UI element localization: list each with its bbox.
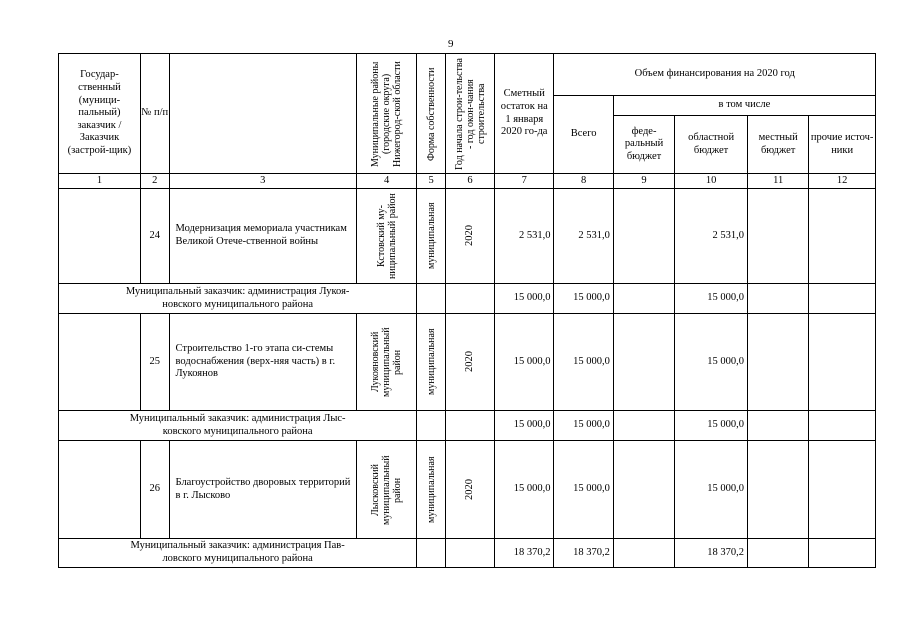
header-ownership: Форма собственности [417,54,446,174]
customer-label: Муниципальный заказчик: администрация Лукоя- новского муниципального района [59,284,417,314]
object-name: Строительство 1-го этапа си-стемы водоснабжения (верх-няя часть) в г. Лукоянов [169,314,356,411]
header-customer: Государ-ственный (муници-пальный) заказчик / Заказчик (застрой-щик) [59,54,141,174]
header-object-name [169,54,356,174]
ownership-cell: муниципальная [417,441,446,539]
row-number: 24 [140,189,169,284]
regional-cell: 18 370,2 [675,539,748,568]
project-row [59,441,876,539]
column-number: 6 [445,174,494,189]
customer-cell [59,189,141,284]
total-cell: 18 370,2 [554,539,613,568]
customer-cell [59,314,141,411]
column-number: 8 [554,174,613,189]
column-number: 10 [675,174,748,189]
federal-cell [613,314,674,411]
customer-label: Муниципальный заказчик: администрация Лыс- ковского муниципального района [59,411,417,441]
header-including: в том числе [613,96,875,116]
column-number: 9 [613,174,674,189]
total-cell: 2 531,0 [554,189,613,284]
header-regional: областной бюджет [675,116,748,174]
regional-cell: 15 000,0 [675,411,748,441]
year-cell: 2020 [445,189,494,284]
customer-label: Муниципальный заказчик: администрация Пав- ловского муниципального района [59,539,417,568]
estimate-cell: 15 000,0 [495,441,554,539]
ownership-cell: муниципальная [417,314,446,411]
column-number: 12 [809,174,876,189]
header-district: Муниципальные районы (городские округа) Нижегород-ской области [356,54,416,174]
federal-cell [613,441,674,539]
other-cell [809,314,876,411]
district-cell: Лысковский муниципальный район [356,441,416,539]
column-number: 5 [417,174,446,189]
project-row [59,189,876,284]
header-total: Всего [554,96,613,174]
ownership-cell: муниципальная [417,189,446,284]
estimate-cell: 15 000,0 [495,314,554,411]
customer-row [59,284,876,314]
total-cell: 15 000,0 [554,314,613,411]
object-name: Благоустройство дворовых территорий в г. Лысково [169,441,356,539]
local-cell [747,441,808,539]
header-estimate: Сметный остаток на 1 января 2020 го-да [495,54,554,174]
total-cell: 15 000,0 [554,441,613,539]
column-numbers-row [59,174,876,189]
regional-cell: 2 531,0 [675,189,748,284]
header-years: Год начала строи-тельства - год окон-чания строительства [445,54,494,174]
other-cell [809,441,876,539]
column-number: 4 [356,174,416,189]
header-funding: Объем финансирования на 2020 год [554,54,876,96]
column-number: 3 [169,174,356,189]
year-cell: 2020 [445,441,494,539]
customer-row [59,411,876,441]
column-number: 11 [747,174,808,189]
investment-table [58,53,876,568]
header-row [59,54,876,96]
estimate-cell: 15 000,0 [495,411,554,441]
row-number: 25 [140,314,169,411]
customer-cell [59,441,141,539]
header-other: прочие источ-ники [809,116,876,174]
header-local: местный бюджет [747,116,808,174]
total-cell: 15 000,0 [554,411,613,441]
object-name: Модернизация мемориала участникам Великой Отече-ственной войны [169,189,356,284]
page-number: 9 [448,38,454,50]
local-cell [747,314,808,411]
other-cell [809,189,876,284]
estimate-cell: 18 370,2 [495,539,554,568]
header-number: № п/п [140,54,169,174]
column-number: 2 [140,174,169,189]
district-cell: Лукояновский муниципальный район [356,314,416,411]
regional-cell: 15 000,0 [675,441,748,539]
column-number: 1 [59,174,141,189]
regional-cell: 15 000,0 [675,284,748,314]
district-cell: Кстовский му-ниципальный район [356,189,416,284]
column-number: 7 [495,174,554,189]
total-cell: 15 000,0 [554,284,613,314]
year-cell: 2020 [445,314,494,411]
regional-cell: 15 000,0 [675,314,748,411]
project-row [59,314,876,411]
federal-cell [613,189,674,284]
local-cell [747,189,808,284]
header-federal: феде-ральный бюджет [613,116,674,174]
row-number: 26 [140,441,169,539]
estimate-cell: 15 000,0 [495,284,554,314]
customer-row [59,539,876,568]
estimate-cell: 2 531,0 [495,189,554,284]
